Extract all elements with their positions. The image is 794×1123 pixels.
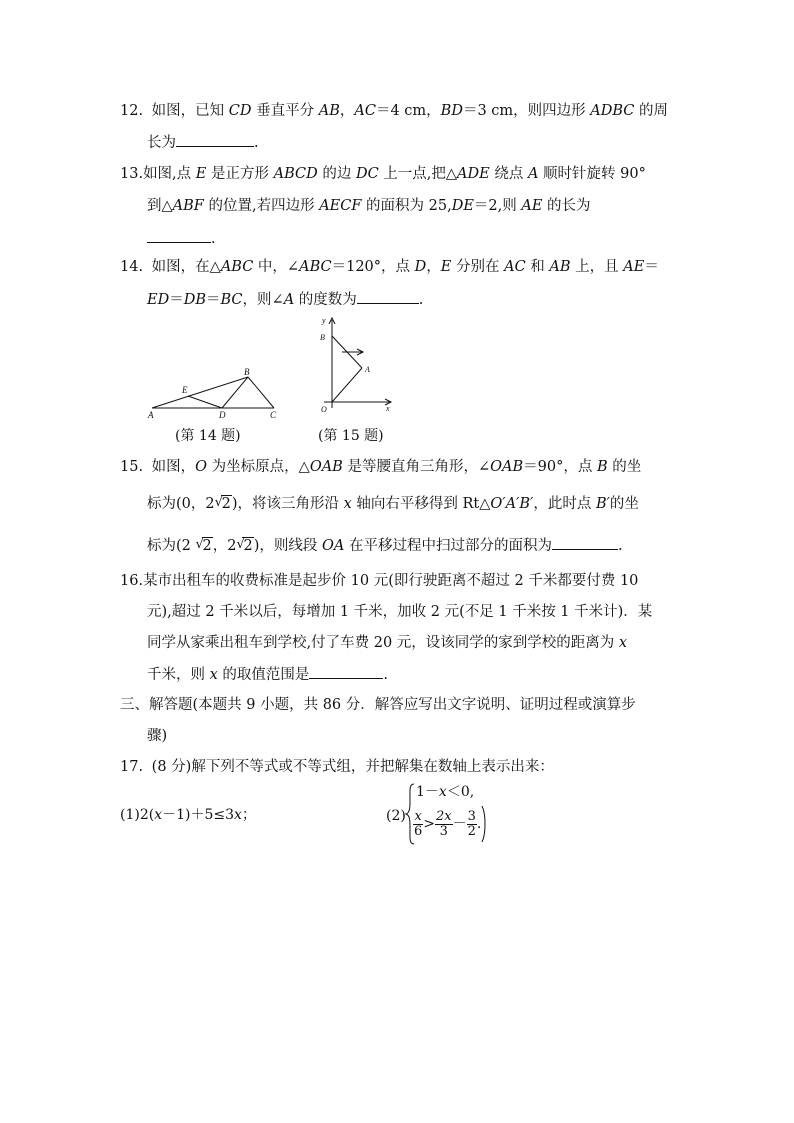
radical-sign: √ — [214, 495, 223, 510]
q17-p1-a: (1)2( — [120, 807, 155, 823]
q12-t4: ， — [339, 103, 355, 119]
fig15-label-b: B — [320, 333, 325, 342]
q16-l3-x: x — [618, 635, 628, 651]
q15-l2-b: )，将该三角形沿 — [231, 496, 344, 512]
sqrt-symbol — [215, 494, 232, 514]
q16-number: 16. — [120, 573, 144, 589]
question-12-line-1 — [120, 101, 668, 121]
q12-line2-text: 长为 — [147, 135, 176, 151]
q15-t5: OAB — [490, 459, 524, 475]
question-16-line-4 — [147, 664, 388, 685]
q14-t4: ＝120°，点 — [331, 259, 415, 275]
q15-number: 15. — [120, 459, 144, 475]
q16-answer-blank[interactable] — [309, 664, 383, 679]
q14-period: . — [418, 292, 424, 308]
frac2-denominator: 3 — [439, 823, 448, 839]
frac3-denominator: 2 — [467, 823, 476, 839]
fraction-x-over-6 — [413, 810, 423, 839]
figure-15-coordinate-plane — [312, 312, 398, 422]
q12-t0: 如图，已知 — [151, 103, 229, 119]
q12-t5: AC — [354, 103, 376, 119]
section-3-heading-line-1: 三、解答题(本题共 9 小题，共 86 分．解答应写出文字说明、证明过程或演算步 — [120, 697, 636, 713]
q17-number: 17. — [120, 759, 144, 775]
q16-l4-x: x — [209, 667, 218, 683]
q13-t10: 顺时针旋转 90° — [538, 166, 646, 182]
q13-t5: DC — [355, 166, 379, 182]
q15-t2: 为坐标原点，△ — [207, 459, 310, 475]
q17-p1-c: ； — [241, 807, 256, 823]
q12-number: 12. — [120, 103, 144, 119]
q13-t9: A — [527, 166, 539, 182]
question-14-line-2 — [147, 289, 423, 310]
fig14-label-b: B — [244, 368, 250, 377]
system-closing-paren — [480, 804, 488, 844]
sys-l1-b: ＜0, — [446, 784, 475, 800]
q13-l2-t4: 的面积为 25, — [361, 198, 452, 214]
q12-answer-blank[interactable] — [176, 132, 254, 147]
frac2-numerator: 2x — [436, 808, 452, 824]
q15-l3-oa: OA — [321, 538, 345, 554]
q14-l2-t3: ＝ — [206, 292, 221, 308]
q13-t6: 上一点,把△ — [378, 166, 458, 182]
sqrt-argument: 2 — [202, 538, 212, 554]
q14-answer-blank[interactable] — [357, 289, 419, 304]
sys-l1-a: 1－ — [416, 784, 439, 800]
q13-number: 13. — [120, 166, 144, 182]
q15-l3-a: 标为(2 — [147, 538, 196, 554]
q17-part-1 — [120, 805, 256, 825]
q14-l2-t7: 的度数为 — [294, 292, 357, 308]
q15-l2-g: 的坐 — [609, 496, 639, 512]
q14-t12: 上，且 — [570, 259, 624, 275]
q13-l2-t6: ＝2,则 — [473, 198, 522, 214]
question-13-line-1 — [120, 164, 646, 184]
q14-t9: AC — [504, 259, 526, 275]
sys-l1-x: x — [438, 784, 447, 800]
q15-t3: OAB — [309, 459, 343, 475]
q16-l3-a: 同学从家乘出租车到学校,付了车费 20 元，设该同学的家到学校的距离为 — [147, 635, 619, 651]
q12-period: . — [254, 135, 259, 151]
q16-l4-a: 千米，则 — [147, 667, 210, 683]
q14-t10: 和 — [525, 259, 550, 275]
fig14-label-c: C — [270, 410, 277, 420]
q17-part-2-label: (2) — [386, 808, 406, 824]
q15-t0: 如图， — [151, 459, 196, 475]
q14-t1: ABC — [220, 259, 254, 275]
q17-instruction: (8 分)解下列不等式或不等式组，并把解集在数轴上表示出来： — [151, 759, 554, 775]
question-15-line-3 — [147, 535, 623, 556]
fig15-side-oa — [332, 368, 362, 402]
q12-t6: ＝4 cm， — [375, 103, 441, 119]
figure-14-triangle — [140, 368, 290, 422]
q15-l3-c: )，则线段 — [253, 538, 322, 554]
q14-text — [152, 259, 659, 275]
q16-period: . — [383, 667, 389, 683]
sqrt-argument: 2 — [221, 496, 231, 512]
q15-t4: 是等腰直角三角形，∠ — [342, 459, 491, 475]
sqrt-argument: 2 — [243, 538, 253, 554]
q15-l2-a: 标为(0，2 — [147, 496, 215, 512]
q15-l2-c: 轴向右平移得到 Rt△ — [351, 496, 491, 512]
q14-t2: 中，∠ — [253, 259, 300, 275]
q13-l2-t5: DE — [451, 198, 474, 214]
q15-t1: O — [195, 459, 208, 475]
q15-t6: ＝90°，点 — [523, 459, 597, 475]
q13-l2-t0: 到△ — [147, 198, 173, 214]
q13-t3: ABCD — [273, 166, 318, 182]
question-15-line-1 — [120, 457, 641, 477]
fig14-label-e: E — [182, 385, 188, 395]
question-17-header — [120, 757, 554, 777]
q12-t3: AB — [318, 103, 340, 119]
radical-sign: √ — [195, 537, 204, 552]
fig15-label-a: A — [365, 365, 370, 374]
figure-15-caption: (第 15 题) — [318, 428, 384, 444]
q13-t4: 的边 — [317, 166, 356, 182]
q13-t8: 绕点 — [489, 166, 528, 182]
q14-l2-t5: ，则∠ — [242, 292, 284, 308]
q15-text — [152, 459, 642, 475]
sqrt-symbol — [196, 536, 213, 556]
q13-l2-t1: ABF — [172, 198, 204, 214]
q16-l4-b: 的取值范围是 — [217, 667, 310, 683]
q13-l2-t2: 的位置,若四边形 — [203, 198, 320, 214]
q12-t8: ＝3 cm，则四边形 — [462, 103, 591, 119]
q17-system-line-2 — [413, 806, 481, 842]
q14-number: 14. — [120, 259, 144, 275]
q12-t9: ADBC — [590, 103, 635, 119]
q14-t6: ， — [426, 259, 441, 275]
q14-t11: AB — [549, 259, 571, 275]
q15-t8: 的坐 — [607, 459, 642, 475]
q14-t3: ABC — [299, 259, 332, 275]
q14-t14: ＝ — [644, 259, 659, 275]
question-14-line-1 — [120, 257, 659, 277]
q13-t1: E — [195, 166, 207, 182]
q14-t5: D — [414, 259, 427, 275]
q14-l2-t1: ＝ — [169, 292, 184, 308]
system-period: . — [476, 816, 482, 832]
fig15-label-y: y — [322, 316, 326, 325]
question-15-line-2 — [147, 494, 639, 514]
q14-l2-t4: BC — [220, 292, 243, 308]
fig14-label-d: D — [219, 410, 226, 420]
q12-text — [152, 103, 668, 119]
q15-t7: B — [596, 459, 608, 475]
q14-l2-t0: ED — [147, 292, 170, 308]
figure-14-caption: (第 14 题) — [175, 428, 241, 444]
q14-t7: E — [440, 259, 452, 275]
greater-than: > — [423, 816, 436, 832]
q15-l3-b: ，2 — [212, 538, 237, 554]
q16-line1-text: 某市出租车的收费标准是起步价 10 元(即行驶距离不超过 2 千米都要付费 10 — [143, 573, 639, 589]
fraction-3-over-2 — [467, 810, 477, 839]
q13-period: . — [211, 231, 216, 247]
question-13-line-3 — [147, 228, 216, 249]
q17-system-line-1 — [416, 782, 474, 802]
question-13-line-2 — [147, 196, 591, 216]
q12-t10: 的周 — [634, 103, 669, 119]
question-16-line-3 — [147, 633, 627, 653]
q13-l2-t8: 的长为 — [542, 198, 591, 214]
q17-p1-x2: x — [234, 807, 242, 823]
fig14-label-a: A — [148, 410, 154, 420]
fig14-seg-ed — [188, 396, 222, 408]
section-3-heading-line-2: 骤) — [147, 728, 168, 744]
q17-p1-x: x — [154, 807, 163, 823]
q15-l2-d: O′A′B′ — [490, 496, 534, 512]
question-16-line-2: 元),超过 2 千米以后，每增加 1 千米，加收 2 元(不足 1 千米按 1 千米计)．某 — [147, 604, 653, 620]
q12-t1: CD — [228, 103, 252, 119]
q15-l2-x: x — [343, 496, 352, 512]
q15-answer-blank[interactable] — [552, 535, 618, 550]
q13-t2: 是正方形 — [206, 166, 274, 182]
frac1-numerator: x — [414, 808, 422, 824]
q15-l2-e: ，此时点 — [533, 496, 596, 512]
q17-p1-b: －1)＋5≤3 — [162, 807, 235, 823]
frac1-denominator: 6 — [414, 823, 423, 839]
q15-l2-f: B′ — [595, 496, 610, 512]
q14-l2-t6: A — [283, 292, 295, 308]
q14-t0: 如图，在△ — [151, 259, 221, 275]
q14-t8: 分别在 — [451, 259, 505, 275]
sqrt-symbol — [236, 536, 253, 556]
minus-sign: － — [452, 816, 467, 832]
q13-l2-t7: AE — [521, 198, 543, 214]
question-12-line-2 — [147, 132, 259, 153]
fraction-2x-over-3 — [435, 810, 453, 839]
q15-l3-d: 在平移过程中扫过部分的面积为 — [344, 538, 552, 554]
radical-sign: √ — [236, 537, 245, 552]
fig15-label-x: x — [386, 404, 390, 413]
frac3-numerator: 3 — [467, 808, 476, 824]
question-16-line-1 — [120, 571, 638, 591]
q12-t7: BD — [440, 103, 463, 119]
q13-answer-blank[interactable] — [147, 228, 211, 243]
fig15-label-o: O — [321, 405, 327, 414]
q15-period: . — [617, 538, 623, 554]
q14-t13: AE — [623, 259, 645, 275]
q13-t7: ADE — [457, 166, 490, 182]
q13-t0: 如图,点 — [143, 166, 196, 182]
q14-l2-t2: DB — [183, 292, 206, 308]
fig14-side-ab — [152, 377, 248, 408]
q13-l2-t3: AECF — [319, 198, 362, 214]
fig14-side-bc — [248, 377, 274, 408]
q12-t2: 垂直平分 — [251, 103, 319, 119]
